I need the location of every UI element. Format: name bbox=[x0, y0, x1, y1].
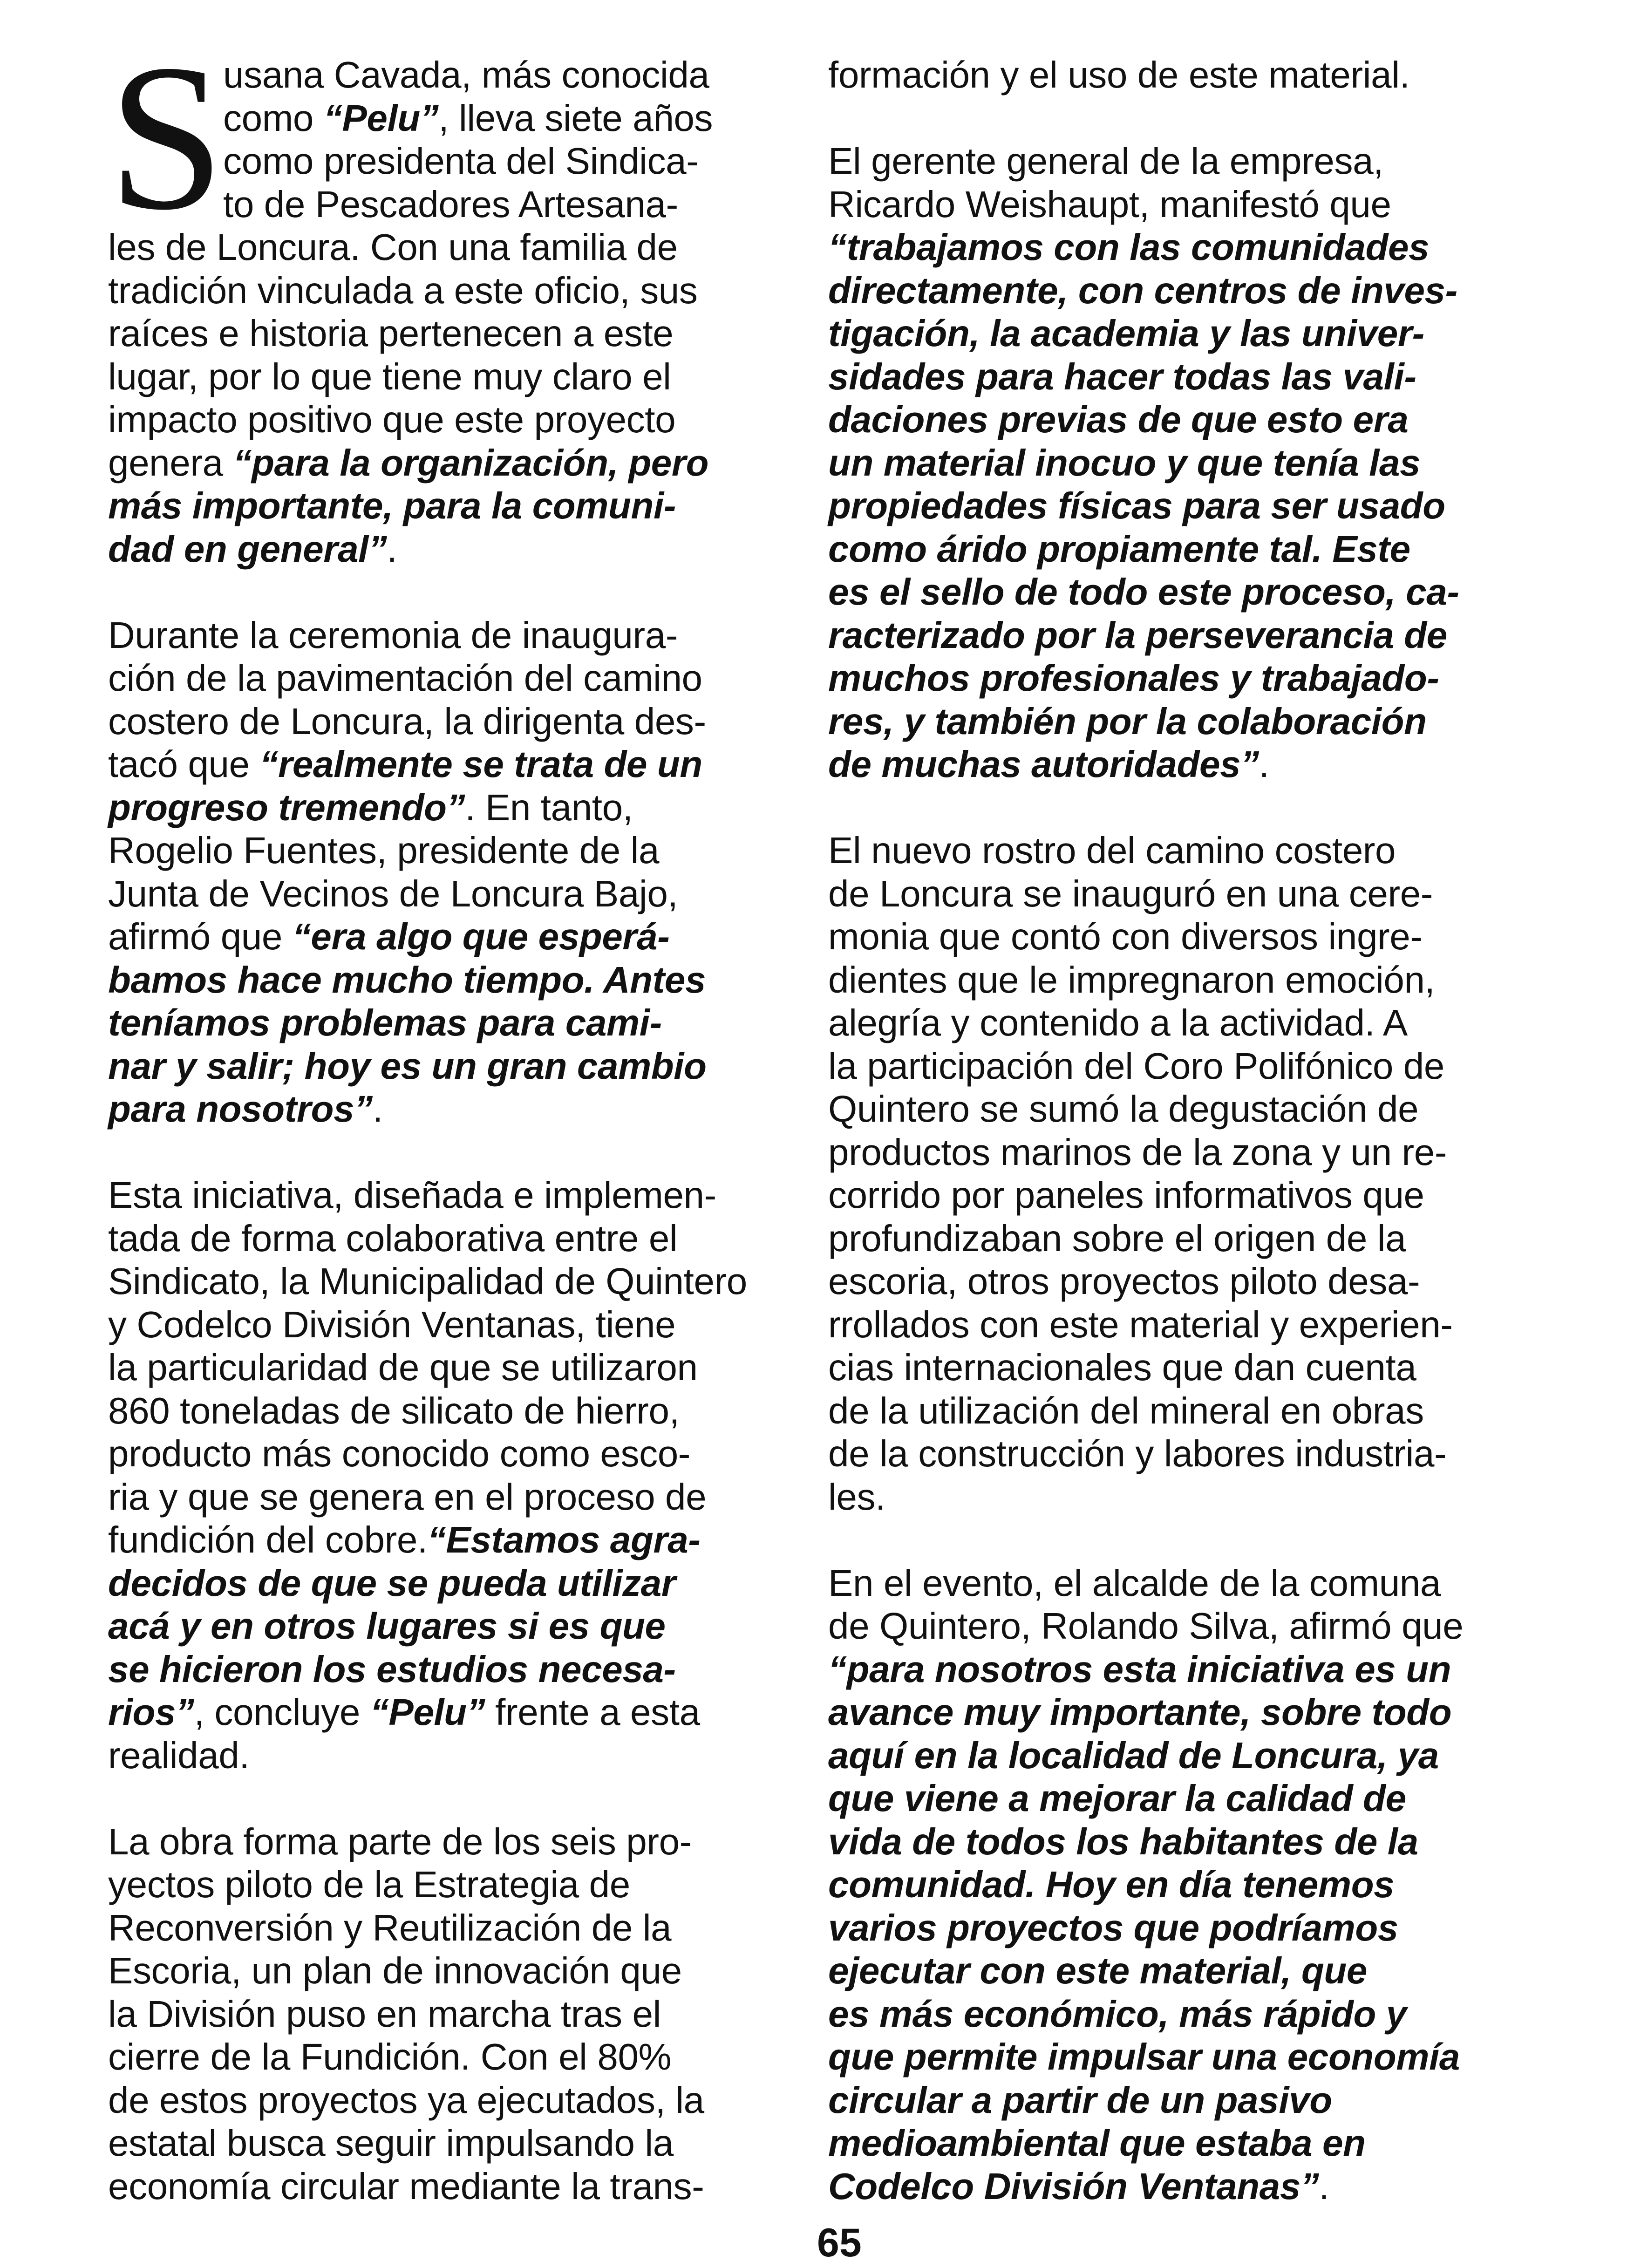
text-line bbox=[828, 829, 1541, 872]
text-run: monia que contó con diversos ingre- bbox=[828, 916, 1423, 957]
quote-run: aquí en la localidad de Loncura, ya bbox=[828, 1734, 1439, 1776]
paragraph bbox=[828, 54, 1541, 97]
text-line bbox=[108, 2122, 802, 2165]
quote-run: avance muy importante, sobre todo bbox=[828, 1691, 1452, 1733]
text-line bbox=[108, 1648, 802, 1691]
text-run: El nuevo rostro del camino costero bbox=[828, 830, 1396, 871]
text-line bbox=[108, 398, 802, 442]
text-run: ria y que se genera en el proceso de bbox=[108, 1476, 707, 1518]
text-line bbox=[108, 1949, 802, 1993]
quote-run: “era algo que esperá- bbox=[292, 916, 670, 957]
text-line bbox=[828, 2036, 1541, 2079]
text-line bbox=[108, 872, 802, 916]
text-line bbox=[108, 312, 802, 355]
quote-run: racterizado por la perseverancia de bbox=[828, 614, 1447, 656]
quote-run: nar y salir; hoy es un gran cambio bbox=[108, 1045, 707, 1087]
drop-cap: S bbox=[108, 21, 225, 253]
quote-run: vida de todos los habitantes de la bbox=[828, 1820, 1418, 1862]
quote-run: como árido propiamente tal. Este bbox=[828, 528, 1410, 570]
text-line bbox=[828, 657, 1541, 700]
text-line bbox=[108, 528, 802, 571]
text-line bbox=[828, 355, 1541, 399]
text-run: fundición del cobre. bbox=[108, 1519, 428, 1560]
text-line bbox=[828, 1045, 1541, 1088]
text-run: tada de forma colaborativa entre el bbox=[108, 1217, 678, 1259]
text-run: Rogelio Fuentes, presidente de la bbox=[108, 830, 660, 871]
text-run: producto más conocido como esco- bbox=[108, 1433, 691, 1474]
quote-run: que permite impulsar una economía bbox=[828, 2036, 1460, 2077]
paragraph bbox=[828, 829, 1541, 1519]
text-line bbox=[108, 1907, 802, 1950]
right-column bbox=[828, 54, 1541, 2208]
quote-run: comunidad. Hoy en día tenemos bbox=[828, 1864, 1395, 1905]
text-line bbox=[108, 915, 802, 959]
quote-run: “Estamos agra- bbox=[427, 1519, 701, 1560]
quote-run: “realmente se trata de un bbox=[259, 743, 702, 785]
text-run: cias internacionales que dan cuenta bbox=[828, 1347, 1416, 1388]
text-line bbox=[828, 915, 1541, 959]
text-line bbox=[828, 1863, 1541, 1907]
text-line bbox=[828, 571, 1541, 614]
text-line bbox=[828, 1734, 1541, 1778]
text-run: realidad. bbox=[108, 1734, 250, 1776]
text-run: 860 toneladas de silicato de hierro, bbox=[108, 1389, 680, 1431]
text-run: yectos piloto de la Estrategia de bbox=[108, 1864, 630, 1905]
text-run: y Codelco División Ventanas, tiene bbox=[108, 1303, 676, 1345]
text-run: tradición vinculada a este oficio, sus bbox=[108, 269, 698, 311]
text-run: estatal busca seguir impulsando la bbox=[108, 2122, 674, 2164]
text-line bbox=[108, 614, 802, 657]
quote-run: tigación, la academia y las univer- bbox=[828, 313, 1424, 354]
text-run: les de Loncura. Con una familia de bbox=[108, 226, 678, 268]
text-line bbox=[108, 786, 802, 830]
quote-run: sidades para hacer todas las vali- bbox=[828, 355, 1416, 397]
quote-run: varios proyectos que podríamos bbox=[828, 1907, 1398, 1948]
paragraph bbox=[108, 1820, 802, 2208]
quote-run: teníamos problemas para cami- bbox=[108, 1002, 662, 1043]
text-line bbox=[828, 1691, 1541, 1734]
text-line bbox=[828, 872, 1541, 916]
text-line bbox=[828, 700, 1541, 743]
text-line bbox=[108, 355, 802, 399]
text-line bbox=[108, 442, 802, 485]
text-line bbox=[828, 484, 1541, 528]
text-run: escoria, otros proyectos piloto desa- bbox=[828, 1260, 1420, 1302]
text-run: usana Cavada, más conocida bbox=[223, 54, 709, 95]
text-line bbox=[828, 528, 1541, 571]
text-run: Esta iniciativa, diseñada e implemen- bbox=[108, 1174, 716, 1216]
text-run: En el evento, el alcalde de la comuna bbox=[828, 1562, 1441, 1604]
text-line bbox=[108, 829, 802, 872]
text-line bbox=[828, 614, 1541, 657]
left-column bbox=[108, 21, 802, 2208]
text-run: Escoria, un plan de innovación que bbox=[108, 1950, 682, 1991]
text-line bbox=[108, 1001, 802, 1045]
text-line bbox=[108, 1217, 802, 1260]
quote-run: bamos hace mucho tiempo. Antes bbox=[108, 959, 706, 1001]
text-line bbox=[828, 1820, 1541, 1864]
text-line bbox=[108, 1346, 802, 1389]
text-line bbox=[828, 226, 1541, 269]
text-run: economía circular mediante la trans- bbox=[108, 2165, 704, 2207]
paragraph bbox=[828, 140, 1541, 786]
text-run: de la utilización del mineral en obras bbox=[828, 1389, 1424, 1431]
text-run: El gerente general de la empresa, bbox=[828, 140, 1383, 182]
text-line bbox=[108, 2079, 802, 2122]
paragraph bbox=[108, 1174, 802, 1777]
text-run: to de Pescadores Artesana- bbox=[223, 183, 678, 225]
quote-run: es el sello de todo este proceso, ca- bbox=[828, 571, 1459, 613]
text-line bbox=[108, 1260, 802, 1303]
paragraph bbox=[108, 21, 802, 571]
quote-run: “trabajamos con las comunidades bbox=[828, 226, 1430, 268]
text-line bbox=[828, 1432, 1541, 1476]
text-run: rrollados con este material y experien- bbox=[828, 1303, 1453, 1345]
quote-run: medioambiental que estaba en bbox=[828, 2122, 1366, 2164]
text-run: La obra forma parte de los seis pro- bbox=[108, 1820, 692, 1862]
text-run: ción de la pavimentación del camino bbox=[108, 657, 702, 699]
text-run: impacto positivo que este proyecto bbox=[108, 399, 676, 440]
text-run: de estos proyectos ya ejecutados, la bbox=[108, 2079, 704, 2121]
text-line bbox=[108, 1993, 802, 2036]
text-line bbox=[828, 1088, 1541, 1131]
text-line bbox=[828, 1217, 1541, 1260]
text-run: formación y el uso de este material. bbox=[828, 54, 1410, 95]
quote-run: directamente, con centros de inves- bbox=[828, 269, 1457, 311]
text-run: Quintero se sumó la degustación de bbox=[828, 1088, 1419, 1130]
text-line bbox=[828, 140, 1541, 183]
text-line bbox=[108, 1519, 802, 1562]
text-run: Ricardo Weishaupt, manifestó que bbox=[828, 183, 1391, 225]
text-line bbox=[828, 1131, 1541, 1174]
text-run: lugar, por lo que tiene muy claro el bbox=[108, 355, 671, 397]
text-run: Durante la ceremonia de inaugura- bbox=[108, 614, 678, 656]
text-line bbox=[828, 269, 1541, 313]
quote-run: más importante, para la comuni- bbox=[108, 485, 676, 526]
text-line bbox=[828, 1303, 1541, 1347]
text-run: genera bbox=[108, 442, 233, 484]
text-run: . bbox=[1259, 743, 1269, 785]
quote-run: de muchas autoridades” bbox=[828, 743, 1259, 785]
text-run: . bbox=[1319, 2165, 1329, 2207]
quote-run: muchos profesionales y trabajado- bbox=[828, 657, 1439, 699]
text-line bbox=[828, 1949, 1541, 1993]
text-line bbox=[828, 1648, 1541, 1691]
text-line bbox=[828, 743, 1541, 786]
text-line bbox=[828, 183, 1541, 226]
text-line bbox=[108, 743, 802, 786]
quote-run: circular a partir de un pasivo bbox=[828, 2079, 1332, 2121]
text-run: afirmó que bbox=[108, 916, 293, 957]
page-number: 65 bbox=[817, 2220, 862, 2265]
text-line bbox=[828, 959, 1541, 1002]
text-line bbox=[828, 54, 1541, 97]
text-run: de la construcción y labores industria- bbox=[828, 1433, 1447, 1474]
text-run: raíces e historia pertenecen a este bbox=[108, 313, 674, 354]
text-line bbox=[108, 1605, 802, 1648]
text-line bbox=[828, 1389, 1541, 1433]
text-run: costero de Loncura, la dirigenta des- bbox=[108, 700, 706, 742]
text-run: . bbox=[387, 528, 397, 570]
quote-run: acá y en otros lugares si es que bbox=[108, 1605, 666, 1647]
text-run: la particularidad de que se utilizaron bbox=[108, 1347, 698, 1388]
text-line bbox=[108, 1088, 802, 1131]
text-line bbox=[108, 1820, 802, 1864]
text-run: la División puso en marcha tras el bbox=[108, 1993, 661, 2035]
text-line bbox=[108, 484, 802, 528]
text-run: la participación del Coro Polifónico de bbox=[828, 1045, 1444, 1087]
quote-run: un material inocuo y que tenía las bbox=[828, 442, 1421, 484]
text-line bbox=[108, 1863, 802, 1907]
text-run: cierre de la Fundición. Con el 80% bbox=[108, 2036, 672, 2077]
text-run: de Quintero, Rolando Silva, afirmó que bbox=[828, 1605, 1464, 1647]
quote-run: es más económico, más rápido y bbox=[828, 1993, 1407, 2035]
text-line bbox=[828, 1562, 1541, 1605]
text-run: alegría y contenido a la actividad. A bbox=[828, 1002, 1408, 1043]
text-run: tacó que bbox=[108, 743, 260, 785]
text-run: dientes que le impregnaron emoción, bbox=[828, 959, 1435, 1001]
text-line bbox=[828, 1993, 1541, 2036]
quote-run: Codelco División Ventanas” bbox=[828, 2165, 1319, 2207]
quote-run: para nosotros” bbox=[108, 1088, 373, 1130]
text-line bbox=[828, 2165, 1541, 2208]
text-line bbox=[108, 1303, 802, 1347]
quote-run: “Pelu” bbox=[323, 97, 439, 139]
text-line bbox=[108, 959, 802, 1002]
quote-run: dad en general” bbox=[108, 528, 387, 570]
text-run: Sindicato, la Municipalidad de Quintero bbox=[108, 1260, 747, 1302]
paragraph bbox=[108, 614, 802, 1131]
text-run: productos marinos de la zona y un re- bbox=[828, 1131, 1447, 1173]
text-line bbox=[828, 1346, 1541, 1389]
text-run: . En tanto, bbox=[465, 786, 633, 828]
text-line bbox=[828, 2122, 1541, 2165]
quote-run: ejecutar con este material, que bbox=[828, 1950, 1367, 1991]
quote-run: rios” bbox=[108, 1691, 194, 1733]
text-line bbox=[108, 700, 802, 743]
quote-run: que viene a mejorar la calidad de bbox=[828, 1778, 1406, 1819]
text-run: corrido por paneles informativos que bbox=[828, 1174, 1424, 1216]
text-line bbox=[828, 1476, 1541, 1519]
text-line bbox=[828, 398, 1541, 442]
text-run: Reconversión y Reutilización de la bbox=[108, 1907, 672, 1948]
quote-run: res, y también por la colaboración bbox=[828, 700, 1427, 742]
quote-run: daciones previas de que esto era bbox=[828, 399, 1409, 440]
text-run: frente a esta bbox=[485, 1691, 700, 1733]
quote-run: propiedades físicas para ser usado bbox=[828, 485, 1445, 526]
text-run: , concluye bbox=[194, 1691, 370, 1733]
text-line bbox=[108, 1562, 802, 1605]
quote-run: progreso tremendo” bbox=[108, 786, 465, 828]
quote-run: “para la organización, pero bbox=[233, 442, 709, 484]
text-line bbox=[108, 1691, 802, 1734]
text-line bbox=[108, 1476, 802, 1519]
text-line bbox=[108, 1734, 802, 1778]
text-line bbox=[108, 1389, 802, 1433]
text-run: Junta de Vecinos de Loncura Bajo, bbox=[108, 872, 678, 914]
text-line bbox=[108, 1174, 802, 1217]
quote-run: “Pelu” bbox=[370, 1691, 485, 1733]
text-line bbox=[108, 2036, 802, 2079]
text-run: les. bbox=[828, 1476, 885, 1518]
text-line bbox=[828, 1174, 1541, 1217]
text-run: como bbox=[223, 97, 324, 139]
text-line bbox=[828, 442, 1541, 485]
text-line bbox=[828, 1605, 1541, 1648]
text-line bbox=[108, 657, 802, 700]
text-run: profundizaban sobre el origen de la bbox=[828, 1217, 1406, 1259]
text-line bbox=[108, 2165, 802, 2208]
text-run: , lleva siete años bbox=[438, 97, 713, 139]
text-line bbox=[828, 1907, 1541, 1950]
text-line bbox=[828, 1260, 1541, 1303]
text-line bbox=[108, 269, 802, 313]
paragraph bbox=[828, 1562, 1541, 2208]
text-line bbox=[828, 312, 1541, 355]
text-line bbox=[828, 1001, 1541, 1045]
text-line bbox=[828, 2079, 1541, 2122]
quote-run: se hicieron los estudios necesa- bbox=[108, 1648, 676, 1690]
text-line bbox=[828, 1777, 1541, 1820]
text-run: . bbox=[372, 1088, 383, 1130]
text-line bbox=[108, 1045, 802, 1088]
text-line bbox=[108, 1432, 802, 1476]
quote-run: decidos de que se pueda utilizar bbox=[108, 1562, 676, 1604]
quote-run: “para nosotros esta iniciativa es un bbox=[828, 1648, 1451, 1690]
text-run: como presidenta del Sindica- bbox=[223, 140, 699, 182]
text-run: de Loncura se inauguró en una cere- bbox=[828, 872, 1433, 914]
